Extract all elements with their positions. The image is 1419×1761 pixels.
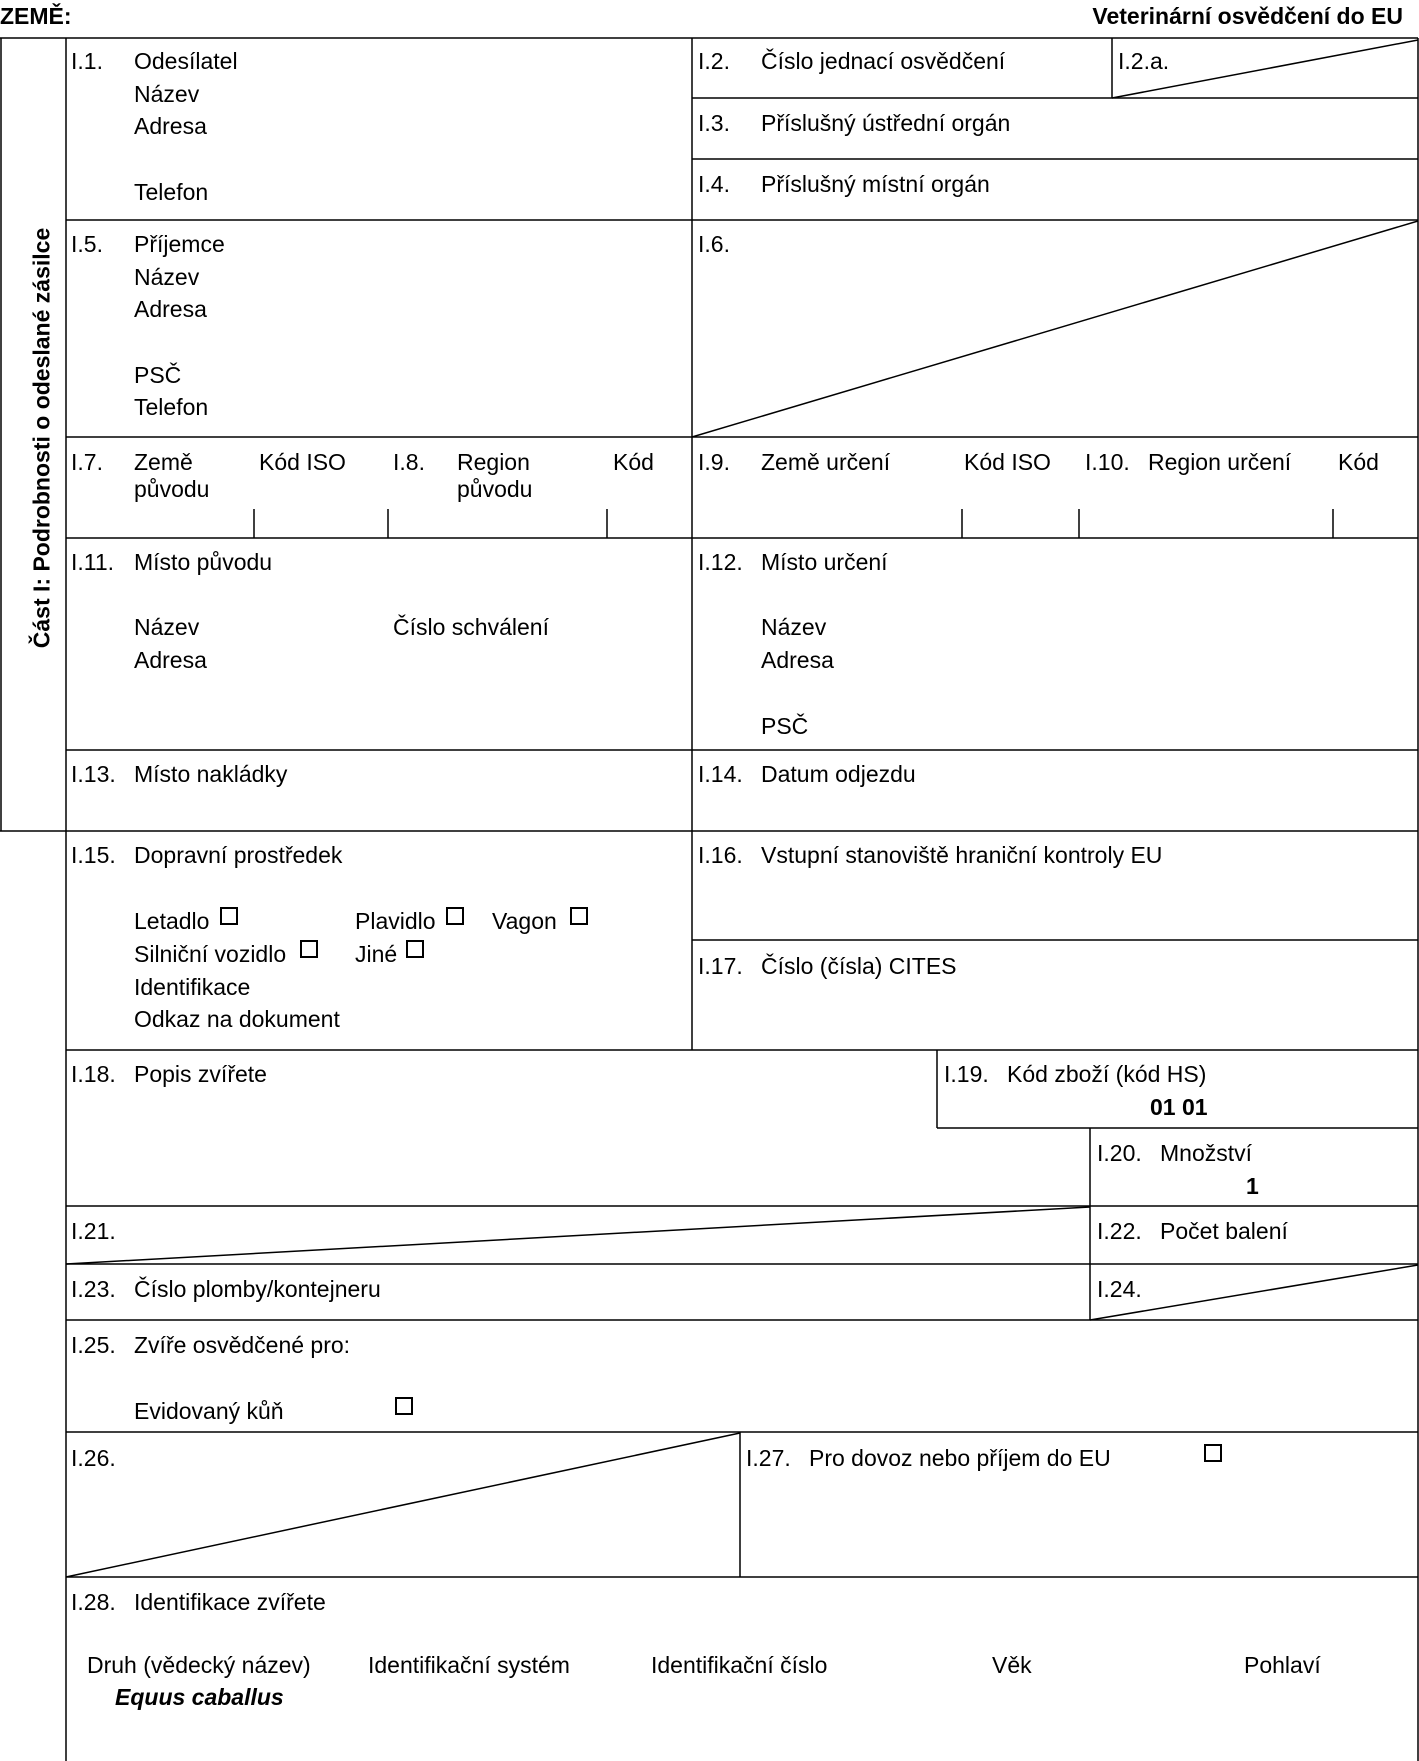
field-label: Adresa bbox=[761, 647, 834, 673]
quantity-label: Množství bbox=[1160, 1140, 1253, 1166]
box-number: I.9. bbox=[698, 449, 730, 475]
field-label: Název bbox=[761, 614, 827, 640]
box-number: I.24. bbox=[1097, 1276, 1142, 1302]
option-label: Letadlo bbox=[134, 908, 210, 934]
column-header-age: Věk bbox=[992, 1652, 1032, 1678]
region-origin-label: Region bbox=[457, 449, 530, 475]
option-label: Jiné bbox=[355, 941, 398, 967]
quantity-value: 1 bbox=[1246, 1173, 1259, 1199]
field-label: PSČ bbox=[134, 362, 182, 388]
central-authority-label: Příslušný ústřední orgán bbox=[761, 110, 1011, 136]
place-origin-label: Místo původu bbox=[134, 549, 273, 575]
box-number: I.28. bbox=[71, 1589, 116, 1615]
box-number: I.14. bbox=[698, 761, 743, 787]
box-number: I.5. bbox=[71, 231, 103, 257]
approval-number-label: Číslo schválení bbox=[393, 614, 549, 640]
box-number: I.12. bbox=[698, 549, 743, 575]
field-label: Název bbox=[134, 264, 200, 290]
road-vehicle-checkbox[interactable] bbox=[300, 940, 318, 958]
field-label: PSČ bbox=[761, 713, 809, 739]
ship-checkbox[interactable] bbox=[446, 907, 464, 925]
box-number: I.23. bbox=[71, 1276, 116, 1302]
box-number: I.3. bbox=[698, 110, 730, 136]
local-authority-label: Příslušný místní orgán bbox=[761, 171, 990, 197]
box-number: I.8. bbox=[393, 449, 425, 475]
field-label: Adresa bbox=[134, 647, 207, 673]
box-number: I.13. bbox=[71, 761, 116, 787]
plane-checkbox[interactable] bbox=[220, 907, 238, 925]
box-number: I.16. bbox=[698, 842, 743, 868]
registered-horse-checkbox[interactable] bbox=[395, 1397, 413, 1415]
box-number: I.21. bbox=[71, 1218, 116, 1244]
certified-for-label: Zvíře osvědčené pro: bbox=[134, 1332, 351, 1358]
iso-code-label: Kód ISO bbox=[964, 449, 1051, 475]
region-destination-label: Region určení bbox=[1148, 449, 1292, 475]
box-number: I.4. bbox=[698, 171, 730, 197]
certificate-ref-label: Číslo jednací osvědčení bbox=[761, 48, 1006, 74]
animal-description-label: Popis zvířete bbox=[134, 1061, 267, 1087]
box-number: I.10. bbox=[1085, 449, 1130, 475]
field-label: Telefon bbox=[134, 179, 209, 205]
field-label: Telefon bbox=[134, 394, 209, 420]
country-origin-label-2: původu bbox=[134, 476, 210, 502]
iso-code-label: Kód ISO bbox=[259, 449, 346, 475]
box-number: I.27. bbox=[746, 1445, 791, 1471]
box-number: I.26. bbox=[71, 1445, 116, 1471]
option-label: Plavidlo bbox=[355, 908, 436, 934]
field-label: Adresa bbox=[134, 113, 207, 139]
box-number: I.22. bbox=[1097, 1218, 1142, 1244]
other-transport-checkbox[interactable] bbox=[406, 940, 424, 958]
region-origin-label-2: původu bbox=[457, 476, 533, 502]
box-number: I.11. bbox=[71, 549, 115, 575]
part-one-title: Část I: Podrobnosti o odeslané zásilce bbox=[28, 227, 55, 649]
species-value: Equus caballus bbox=[115, 1684, 284, 1710]
certificate-title: Veterinární osvědčení do EU bbox=[1092, 3, 1403, 29]
box-number: I.18. bbox=[71, 1061, 116, 1087]
column-header-id-system: Identifikační systém bbox=[368, 1652, 570, 1678]
box-number: I.15. bbox=[71, 842, 116, 868]
column-header-id-number: Identifikační číslo bbox=[651, 1652, 828, 1678]
country-label: ZEMĚ: bbox=[0, 3, 72, 29]
box-number: I.25. bbox=[71, 1332, 116, 1358]
country-origin-label: Země bbox=[134, 449, 193, 475]
box-number: I.19. bbox=[944, 1061, 989, 1087]
box-number: I.17. bbox=[698, 953, 743, 979]
field-label: Adresa bbox=[134, 296, 207, 322]
consignor-label: Odesílatel bbox=[134, 48, 238, 74]
consignee-label: Příjemce bbox=[134, 231, 225, 257]
place-destination-label: Místo určení bbox=[761, 549, 888, 575]
field-label: Název bbox=[134, 81, 200, 107]
option-label: Vagon bbox=[492, 908, 557, 934]
box-number: I.2.a. bbox=[1118, 48, 1170, 74]
box-number: I.1. bbox=[71, 48, 103, 74]
region-code-label: Kód bbox=[613, 449, 654, 475]
packages-label: Počet balení bbox=[1160, 1218, 1288, 1244]
hs-code-value: 01 01 bbox=[1150, 1094, 1208, 1120]
column-header-sex: Pohlaví bbox=[1244, 1652, 1321, 1678]
import-checkbox[interactable] bbox=[1204, 1444, 1222, 1462]
region-code-label: Kód bbox=[1338, 449, 1379, 475]
box-number: I.20. bbox=[1097, 1140, 1142, 1166]
seal-number-label: Číslo plomby/kontejneru bbox=[134, 1276, 381, 1302]
cites-label: Číslo (čísla) CITES bbox=[761, 953, 957, 979]
registered-horse-label: Evidovaný kůň bbox=[134, 1398, 284, 1424]
box-number: I.7. bbox=[71, 449, 103, 475]
field-label: Odkaz na dokument bbox=[134, 1006, 340, 1032]
transport-label: Dopravní prostředek bbox=[134, 842, 343, 868]
animal-identification-label: Identifikace zvířete bbox=[134, 1589, 326, 1615]
field-label: Identifikace bbox=[134, 974, 251, 1000]
column-header-species: Druh (vědecký název) bbox=[87, 1652, 311, 1678]
box-number: I.2. bbox=[698, 48, 730, 74]
wagon-checkbox[interactable] bbox=[570, 907, 588, 925]
country-destination-label: Země určení bbox=[761, 449, 891, 475]
loading-place-label: Místo nakládky bbox=[134, 761, 288, 787]
box-number: I.6. bbox=[698, 231, 730, 257]
option-label: Silniční vozidlo bbox=[134, 941, 287, 967]
field-label: Název bbox=[134, 614, 200, 640]
border-post-label: Vstupní stanoviště hraniční kontroly EU bbox=[761, 842, 1163, 868]
import-label: Pro dovoz nebo příjem do EU bbox=[809, 1445, 1111, 1471]
hs-code-label: Kód zboží (kód HS) bbox=[1007, 1061, 1207, 1087]
departure-date-label: Datum odjezdu bbox=[761, 761, 916, 787]
